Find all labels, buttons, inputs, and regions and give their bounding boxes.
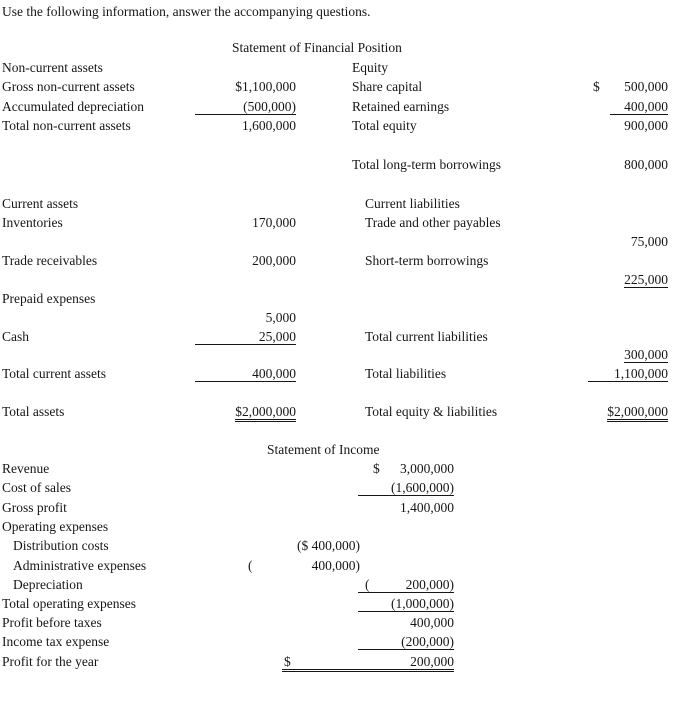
left-value: 400,000 (195, 366, 296, 382)
bs-row-prepaid-amount (0, 310, 691, 327)
is-row-profit-for-the-year (0, 654, 691, 671)
currency-symbol: $ (373, 461, 380, 476)
amount: 225,000 (624, 272, 668, 287)
is-row-operating-expenses (0, 519, 691, 536)
row-label: Income tax expense (2, 634, 110, 649)
right-label: Total equity (352, 118, 417, 133)
row-value: 400,000 (410, 615, 454, 630)
left-value: 25,000 (195, 329, 296, 345)
right-value: 75,000 (630, 234, 668, 249)
left-value: (500,000) (195, 99, 296, 115)
currency-symbol: $ (593, 79, 600, 94)
right-label: Total liabilities (365, 366, 447, 381)
right-value (588, 347, 668, 362)
right-label: Trade and other payables (365, 215, 501, 230)
right-label: Share capital (352, 79, 423, 94)
right-value (588, 79, 668, 94)
right-value (588, 272, 668, 287)
row-value (282, 654, 454, 672)
right-value: 1,100,000 (588, 366, 668, 382)
is-row-revenue (0, 461, 691, 478)
currency-symbol: $ (284, 654, 291, 669)
row-label: Distribution costs (13, 538, 109, 553)
amount: $2,000,000 (235, 404, 296, 422)
row-label: Operating expenses (2, 519, 109, 534)
amount: 400,000 (610, 99, 668, 115)
row-value: ($ 400,000) (297, 538, 360, 553)
row-value (248, 558, 360, 573)
row-label: Depreciation (13, 577, 83, 592)
bs-row-current-sections (0, 196, 691, 213)
left-label: Inventories (2, 215, 63, 230)
row-value (358, 577, 454, 593)
row-value: 1,400,000 (400, 500, 454, 515)
bs-row-total-current-assets (0, 366, 691, 383)
left-label: Cash (2, 329, 29, 344)
bs-row-total-current-liabilities-amount (0, 347, 691, 364)
left-label: Gross non-current assets (2, 79, 135, 94)
is-row-total-operating-expenses (0, 596, 691, 613)
left-label: Non-current assets (2, 60, 103, 75)
bs-row-totals (0, 404, 691, 421)
right-value (588, 99, 668, 115)
bs-row-trade-receivables (0, 253, 691, 270)
row-value: (1,600,000) (358, 480, 454, 496)
income-statement-title: Statement of Income (267, 442, 380, 457)
row-value: (200,000) (358, 634, 454, 650)
intro-text: Use the following information, answer the accompanying questions. (2, 4, 371, 19)
row-value (358, 461, 454, 476)
paren-prefix: ( (248, 558, 253, 573)
left-label: Total non-current assets (2, 118, 131, 133)
left-label: Total current assets (2, 366, 107, 381)
left-label: Total assets (2, 404, 65, 419)
row-label: Profit before taxes (2, 615, 102, 630)
is-row-distribution-costs (0, 538, 691, 555)
left-label: Prepaid expenses (2, 291, 96, 306)
bs-row-cash (0, 329, 691, 346)
left-label: Current assets (2, 196, 79, 211)
row-label: Cost of sales (2, 480, 71, 495)
bs-row-short-term-borrowings-amount (0, 272, 691, 289)
row-label: Total operating expenses (2, 596, 137, 611)
balance-sheet-title: Statement of Financial Position (232, 40, 402, 55)
is-row-depreciation (0, 577, 691, 594)
right-value (588, 404, 668, 419)
left-value (195, 404, 296, 419)
amount: 200,000 (410, 654, 454, 669)
left-value: 170,000 (252, 215, 296, 230)
right-label: Equity (352, 60, 388, 75)
right-label: Short-term borrowings (365, 253, 489, 268)
bs-row-accumulated-depreciation (0, 99, 691, 116)
left-value: 1,600,000 (242, 118, 296, 133)
left-label: Trade receivables (2, 253, 98, 268)
amount: 200,000) (405, 577, 454, 592)
amount: $2,000,000 (607, 404, 668, 422)
amount: 500,000 (624, 79, 668, 94)
row-label: Revenue (2, 461, 50, 476)
bs-row-gross-non-current-assets (0, 79, 691, 96)
right-value: 900,000 (624, 118, 668, 133)
row-label: Gross profit (2, 500, 67, 515)
left-label: Accumulated depreciation (2, 99, 145, 114)
bs-row-payables-amount (0, 234, 691, 251)
is-row-administrative-expenses (0, 558, 691, 575)
is-row-income-tax-expense (0, 634, 691, 651)
right-value: 800,000 (624, 157, 668, 172)
is-row-cost-of-sales (0, 480, 691, 497)
bs-row-total-long-term-borrowings (0, 157, 691, 174)
bs-row-total-non-current-assets (0, 118, 691, 135)
paren-prefix: ( (365, 577, 370, 592)
right-label: Total equity & liabilities (365, 404, 498, 419)
right-label: Total long-term borrowings (352, 157, 502, 172)
amount: 3,000,000 (400, 461, 454, 476)
left-value: 200,000 (252, 253, 296, 268)
bs-row-inventories (0, 215, 691, 232)
row-label: Profit for the year (2, 654, 99, 669)
right-label: Total current liabilities (365, 329, 488, 344)
amount: 400,000) (311, 558, 360, 573)
row-value: (1,000,000) (358, 596, 454, 612)
bs-row-section-headers (0, 60, 691, 77)
left-value: 5,000 (265, 310, 296, 325)
left-value: $1,100,000 (235, 79, 296, 94)
right-label: Current liabilities (365, 196, 460, 211)
is-row-gross-profit (0, 500, 691, 517)
is-row-profit-before-taxes (0, 615, 691, 632)
bs-row-prepaid-expenses (0, 291, 691, 308)
right-label: Retained earnings (352, 99, 450, 114)
row-label: Administrative expenses (13, 558, 147, 573)
amount: 300,000 (624, 347, 668, 362)
